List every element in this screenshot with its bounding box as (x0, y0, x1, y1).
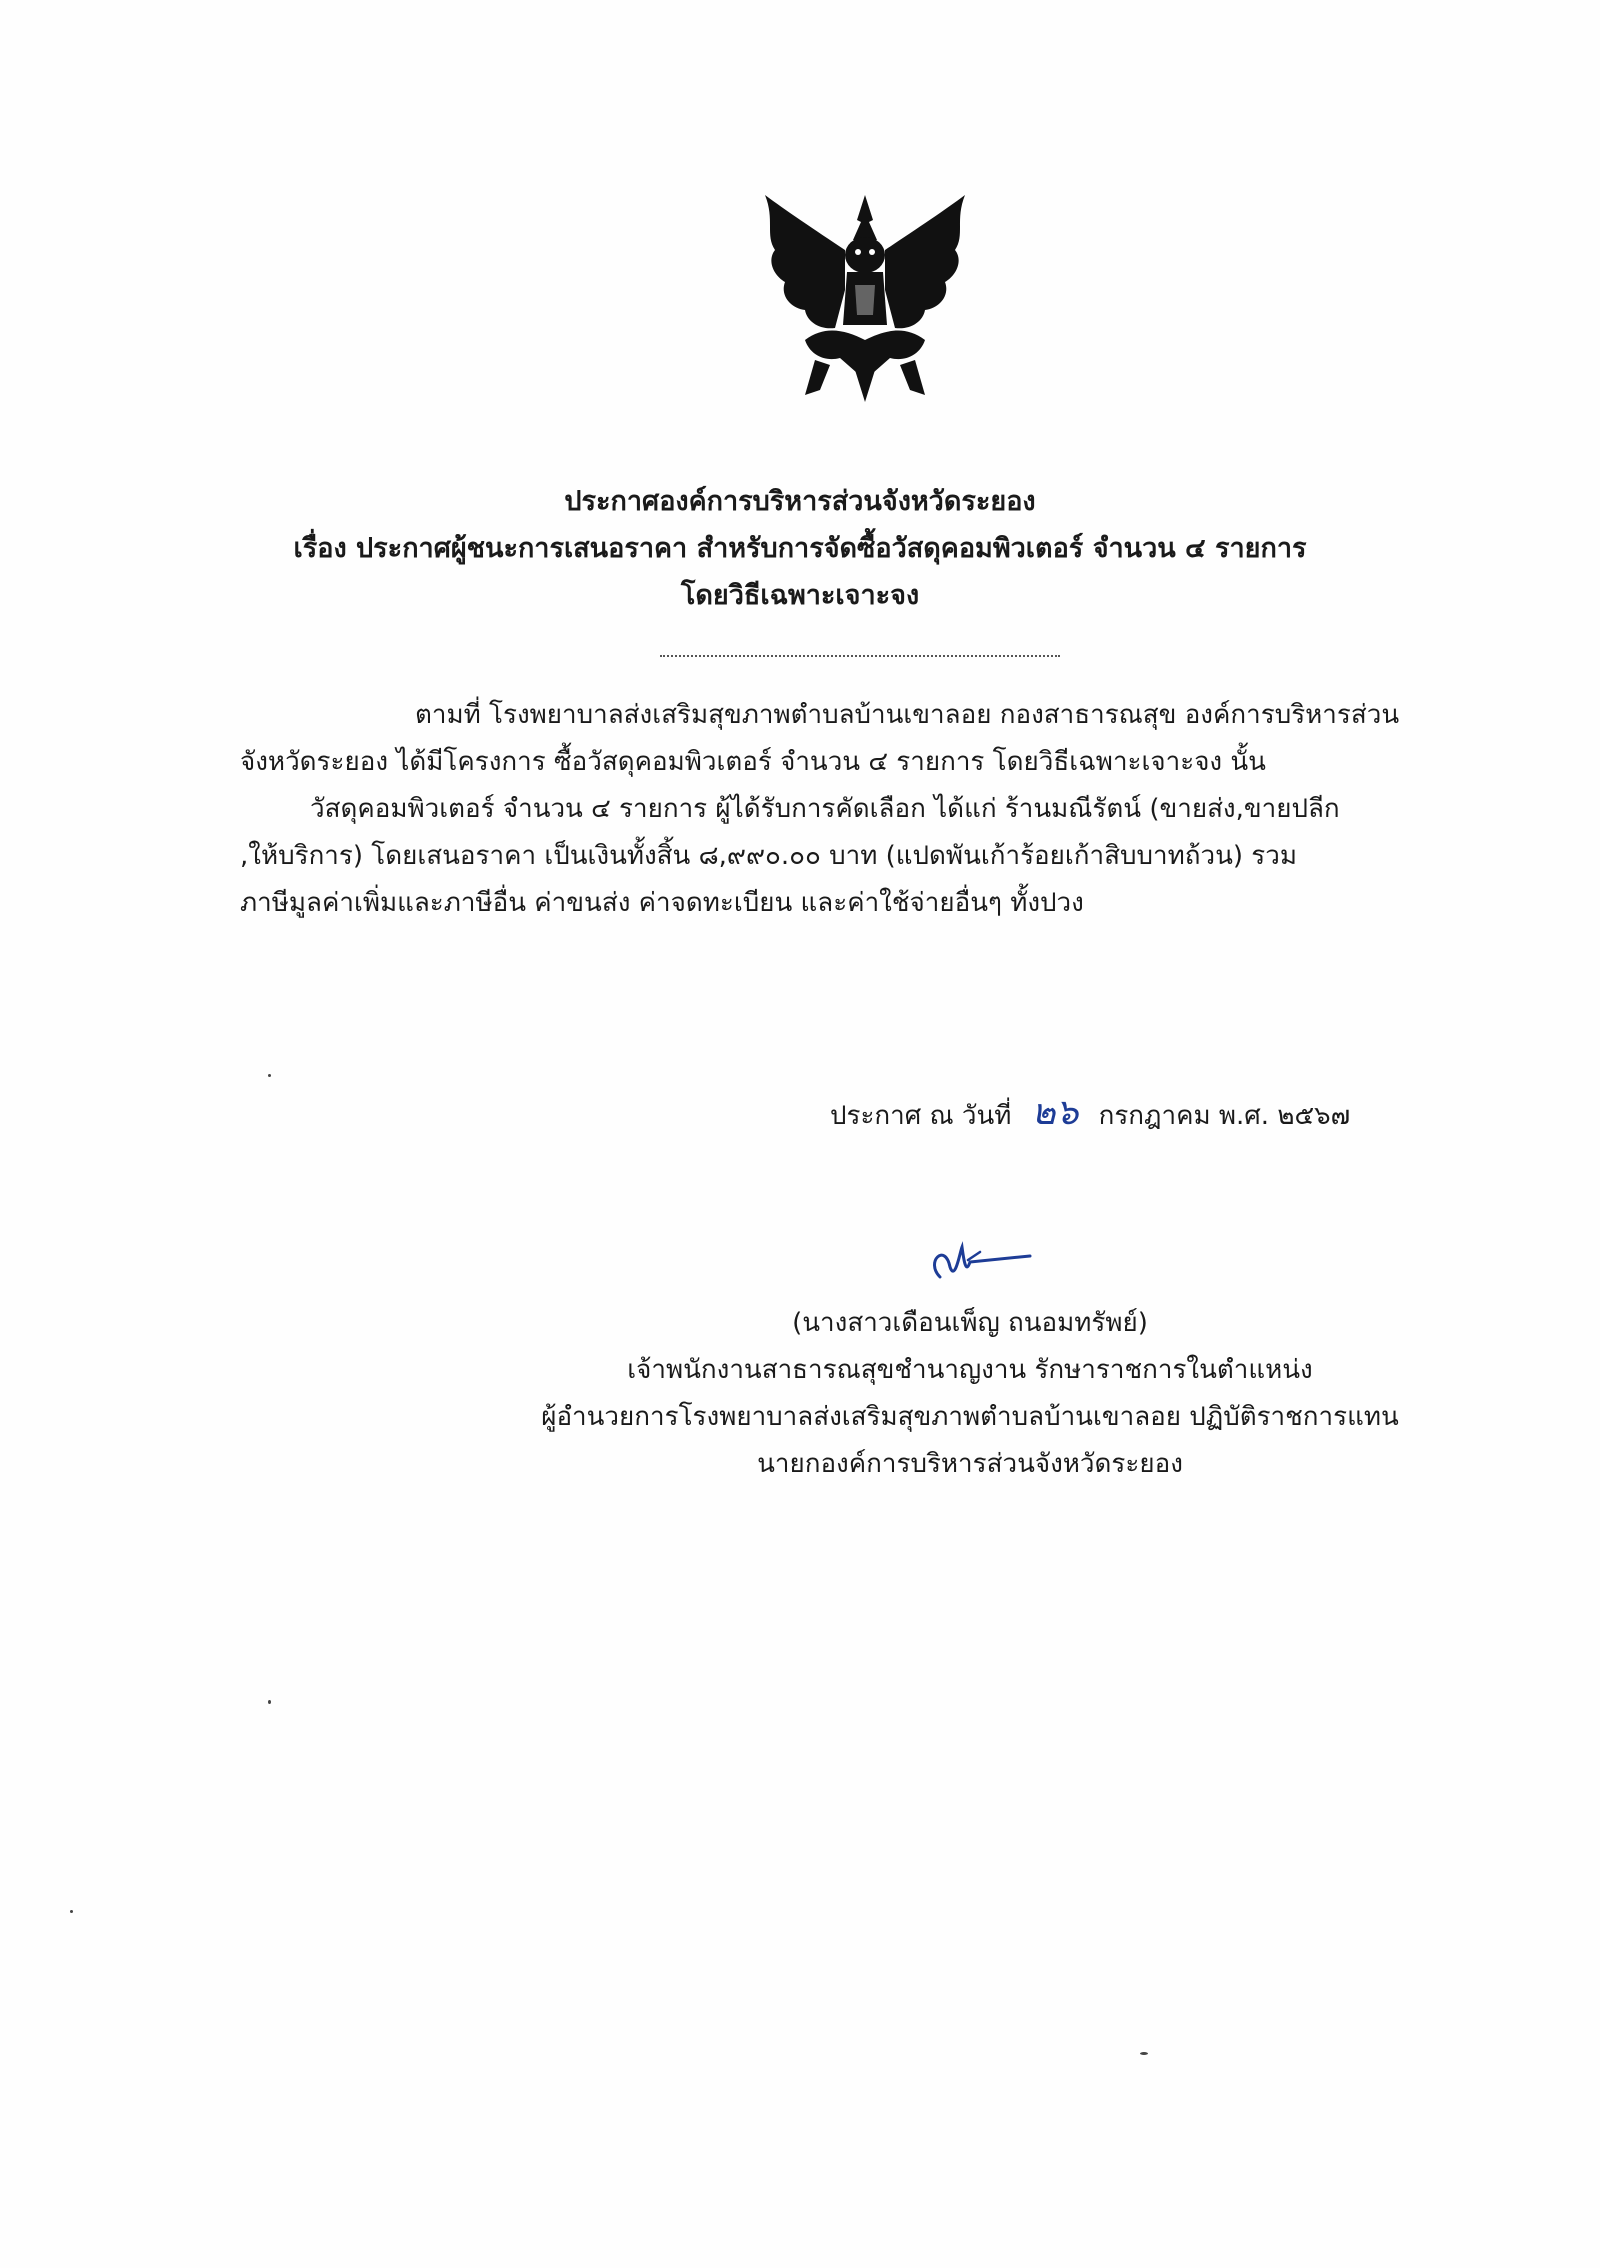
dotted-divider (660, 655, 1060, 657)
header-line-1: ประกาศองค์การบริหารส่วนจังหวัดระยอง (564, 486, 1036, 517)
date-day-handwritten: ๒๖ (1031, 1092, 1079, 1133)
scan-speck (70, 1910, 73, 1913)
announcement-date (830, 1083, 1350, 1140)
body-line: ,ให้บริการ) โดยเสนอราคา เป็นเงินทั้งสิ้น ๘,๙๙๐.๐๐ บาท (แปดพันเก้าร้อยเก้าสิบบาทถ้วน) รวม (240, 841, 1297, 871)
announcement-title (230, 478, 1370, 619)
garuda-emblem-icon (745, 190, 985, 405)
handwritten-signature (920, 1232, 1040, 1292)
signatory-title-2: ผู้อำนวยการโรงพยาบาลส่งเสริมสุขภาพตำบลบ้านเขาลอย ปฏิบัติราชการแทน (541, 1402, 1399, 1432)
body-line: ภาษีมูลค่าเพิ่มและภาษีอื่น ค่าขนส่ง ค่าจดทะเบียน และค่าใช้จ่ายอื่นๆ ทั้งปวง (240, 888, 1084, 918)
header-line-3: โดยวิธีเฉพาะเจาะจง (680, 580, 920, 611)
body-paragraph-2 (240, 786, 1380, 927)
signatory-block (520, 1300, 1420, 1488)
signatory-title-1: เจ้าพนักงานสาธารณสุขชำนาญงาน รักษาราชการในตำแหน่ง (627, 1355, 1313, 1385)
body-line: ตามที่ โรงพยาบาลส่งเสริมสุขภาพตำบลบ้านเขาลอย กองสาธารณสุข องค์การบริหารส่วน (415, 700, 1400, 730)
signatory-name: (นางสาวเดือนเพ็ญ ถนอมทรัพย์) (792, 1308, 1148, 1338)
scan-speck (1140, 2052, 1148, 2055)
date-suffix: กรกฎาคม พ.ศ. ๒๕๖๗ (1098, 1101, 1351, 1131)
body-line: จังหวัดระยอง ได้มีโครงการ ซื้อวัสดุคอมพิวเตอร์ จำนวน ๔ รายการ โดยวิธีเฉพาะเจาะจง นั้น (240, 747, 1266, 777)
date-prefix: ประกาศ ณ วันที่ (830, 1101, 1012, 1131)
body-line: วัสดุคอมพิวเตอร์ จำนวน ๔ รายการ ผู้ได้รับการคัดเลือก ได้แก่ ร้านมณีรัตน์ (ขายส่ง,ขายปลีก (310, 794, 1340, 824)
header-line-2: เรื่อง ประกาศผู้ชนะการเสนอราคา สำหรับการจัดซื้อวัสดุคอมพิวเตอร์ จำนวน ๔ รายการ (293, 533, 1307, 564)
body-paragraph-1 (240, 692, 1400, 786)
scan-speck (268, 1700, 271, 1704)
scan-speck (268, 1074, 271, 1077)
signatory-title-3: นายกองค์การบริหารส่วนจังหวัดระยอง (757, 1449, 1183, 1479)
